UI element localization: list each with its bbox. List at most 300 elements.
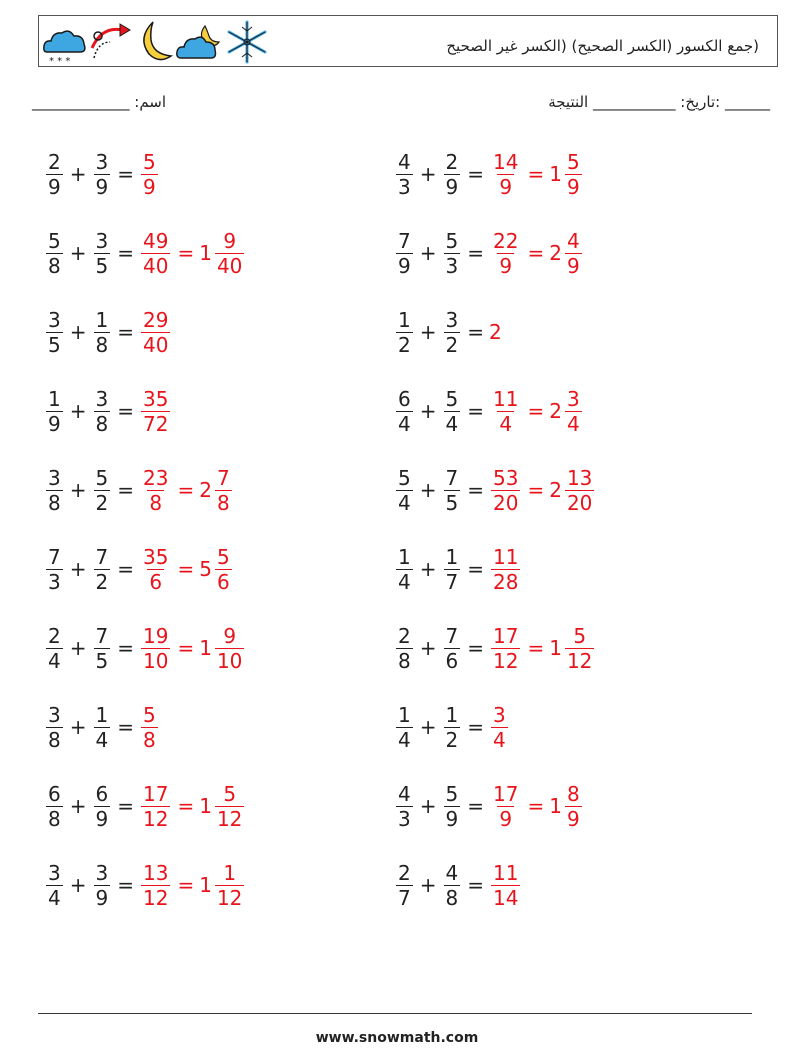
equals-sign: = xyxy=(467,873,484,897)
numerator: 5 xyxy=(573,623,587,648)
denominator: 4 xyxy=(493,727,506,752)
answer-fraction xyxy=(141,229,170,278)
numerator: 2 xyxy=(398,623,411,648)
equals-sign: = xyxy=(527,478,545,502)
mixed-fraction xyxy=(215,782,244,831)
answer-fraction xyxy=(141,782,170,831)
addend-fraction xyxy=(444,782,461,831)
addend-fraction xyxy=(444,387,461,436)
denominator: 8 xyxy=(48,490,61,515)
plus-sign: + xyxy=(69,241,87,265)
plus-sign: + xyxy=(419,636,437,660)
addend-fraction xyxy=(396,861,413,910)
denominator: 12 xyxy=(566,648,593,673)
answer xyxy=(139,782,246,831)
numerator: 19 xyxy=(143,623,169,648)
denominator: 5 xyxy=(445,490,459,515)
denominator: 6 xyxy=(216,569,230,594)
mixed-whole: 1 xyxy=(549,794,562,818)
addend-fraction xyxy=(444,150,461,199)
problem-row xyxy=(44,220,246,286)
addend-fraction xyxy=(396,387,413,436)
numerator: 2 xyxy=(48,623,61,648)
numerator: 5 xyxy=(143,149,156,174)
mixed-fraction xyxy=(215,861,244,910)
numerator: 7 xyxy=(445,623,459,648)
denominator: 12 xyxy=(493,648,519,673)
numerator: 1 xyxy=(398,544,411,569)
plus-sign: + xyxy=(419,399,437,423)
worksheet-title: (جمع الكسور (الكسر الصحيح) (الكسر غير الصحيح xyxy=(446,37,759,55)
numerator: 6 xyxy=(95,781,109,806)
plus-sign: + xyxy=(69,873,87,897)
answer xyxy=(139,229,246,278)
answer xyxy=(489,466,596,515)
numerator: 8 xyxy=(566,781,580,806)
equals-sign: = xyxy=(527,636,545,660)
mixed-whole: 1 xyxy=(549,636,562,660)
equals-sign: = xyxy=(467,794,484,818)
denominator: 6 xyxy=(149,569,163,594)
problem-row xyxy=(44,457,234,523)
addend-fraction xyxy=(94,861,111,910)
numerator: 4 xyxy=(566,228,580,253)
header-box xyxy=(38,15,778,67)
addend-fraction xyxy=(46,387,63,436)
numerator: 2 xyxy=(398,860,411,885)
answer xyxy=(489,229,584,278)
answer xyxy=(139,150,160,199)
plus-sign: + xyxy=(69,478,87,502)
denominator: 10 xyxy=(143,648,169,673)
numerator: 7 xyxy=(95,544,109,569)
denominator: 8 xyxy=(48,727,61,752)
numerator: 6 xyxy=(398,386,411,411)
numerator: 7 xyxy=(445,465,459,490)
numerator: 5 xyxy=(445,228,459,253)
numerator: 22 xyxy=(493,228,519,253)
equals-sign: = xyxy=(117,320,134,344)
numerator: 1 xyxy=(445,702,459,727)
addend-fraction xyxy=(94,545,111,594)
denominator: 8 xyxy=(48,806,61,831)
snowflake-icon xyxy=(223,18,271,66)
numerator: 2 xyxy=(445,149,459,174)
equals-sign: = xyxy=(177,794,195,818)
addend-fraction xyxy=(94,624,111,673)
denominator: 40 xyxy=(143,332,169,357)
denominator: 8 xyxy=(48,253,61,278)
equals-sign: = xyxy=(467,636,484,660)
problem-row xyxy=(44,378,172,444)
equals-sign: = xyxy=(527,399,545,423)
denominator: 9 xyxy=(48,411,61,436)
denominator: 9 xyxy=(398,253,411,278)
answer-fraction xyxy=(141,624,170,673)
equals-sign: = xyxy=(177,636,195,660)
problem-row xyxy=(394,773,584,839)
addend-fraction xyxy=(396,624,413,673)
answer xyxy=(489,150,584,199)
numerator: 14 xyxy=(493,149,519,174)
denominator: 8 xyxy=(143,727,156,752)
numerator: 5 xyxy=(445,781,459,806)
plus-sign: + xyxy=(419,794,437,818)
addend-fraction xyxy=(396,782,413,831)
answer xyxy=(489,387,584,436)
denominator: 3 xyxy=(398,806,411,831)
denominator: 12 xyxy=(143,806,169,831)
mixed-fraction xyxy=(215,545,232,594)
numerator: 17 xyxy=(143,781,169,806)
equals-sign: = xyxy=(117,241,134,265)
numerator: 5 xyxy=(48,228,61,253)
problem-row xyxy=(394,694,510,760)
numerator: 53 xyxy=(493,465,519,490)
numerator: 7 xyxy=(216,465,230,490)
plus-sign: + xyxy=(69,162,87,186)
denominator: 20 xyxy=(566,490,593,515)
answer-fraction xyxy=(141,545,170,594)
addend-fraction xyxy=(396,703,413,752)
equals-sign: = xyxy=(117,162,134,186)
problem-row xyxy=(394,852,522,918)
numerator: 23 xyxy=(143,465,169,490)
equals-sign: = xyxy=(177,873,195,897)
addend-fraction xyxy=(444,308,461,357)
problem-row xyxy=(394,457,596,523)
addend-fraction xyxy=(94,308,111,357)
equals-sign: = xyxy=(467,478,484,502)
answer xyxy=(139,466,234,515)
footer-url: www.snowmath.com xyxy=(315,1030,479,1046)
numerator: 1 xyxy=(48,386,61,411)
numerator: 3 xyxy=(48,702,61,727)
denominator: 4 xyxy=(398,411,411,436)
equals-sign: = xyxy=(117,715,134,739)
numerator: 1 xyxy=(223,860,237,885)
plus-sign: + xyxy=(419,162,437,186)
mixed-whole: 1 xyxy=(199,873,212,897)
numerator: 3 xyxy=(48,860,61,885)
answer xyxy=(489,545,522,594)
numerator: 35 xyxy=(143,386,169,411)
equals-sign: = xyxy=(177,241,195,265)
mixed-fraction xyxy=(215,229,244,278)
denominator: 9 xyxy=(143,174,156,199)
numerator: 3 xyxy=(48,307,61,332)
addend-fraction xyxy=(444,229,461,278)
equals-sign: = xyxy=(117,873,134,897)
numerator: 4 xyxy=(398,149,411,174)
numerator: 3 xyxy=(493,702,506,727)
denominator: 9 xyxy=(95,174,109,199)
numerator: 1 xyxy=(95,702,109,727)
equals-sign: = xyxy=(117,399,134,423)
denominator: 9 xyxy=(48,174,61,199)
answer xyxy=(139,861,246,910)
answer-fraction xyxy=(141,466,170,515)
addend-fraction xyxy=(444,861,461,910)
mixed-whole: 2 xyxy=(199,478,212,502)
plus-sign: + xyxy=(419,873,437,897)
mixed-fraction xyxy=(565,150,582,199)
answer-fraction xyxy=(491,387,520,436)
numerator: 3 xyxy=(566,386,580,411)
equals-sign: = xyxy=(467,715,484,739)
answer xyxy=(139,308,172,357)
denominator: 9 xyxy=(499,253,513,278)
denominator: 4 xyxy=(48,885,61,910)
addend-fraction xyxy=(396,308,413,357)
denominator: 9 xyxy=(566,806,580,831)
problem-row xyxy=(394,299,503,365)
addend-fraction xyxy=(46,861,63,910)
numerator: 3 xyxy=(95,386,109,411)
answer xyxy=(489,624,596,673)
denominator: 4 xyxy=(398,569,411,594)
denominator: 9 xyxy=(95,885,109,910)
denominator: 2 xyxy=(95,490,109,515)
equals-sign: = xyxy=(527,794,545,818)
numerator: 11 xyxy=(493,860,519,885)
problem-row xyxy=(44,773,246,839)
numerator: 13 xyxy=(566,465,593,490)
denominator: 40 xyxy=(143,253,169,278)
numerator: 49 xyxy=(143,228,169,253)
denominator: 5 xyxy=(48,332,61,357)
answer-fraction xyxy=(491,861,520,910)
denominator: 4 xyxy=(566,411,580,436)
denominator: 4 xyxy=(398,727,411,752)
mixed-whole: 1 xyxy=(199,636,212,660)
denominator: 9 xyxy=(95,806,109,831)
denominator: 3 xyxy=(398,174,411,199)
denominator: 14 xyxy=(493,885,519,910)
denominator: 9 xyxy=(566,174,580,199)
answer-fraction xyxy=(491,624,520,673)
mixed-fraction xyxy=(215,466,232,515)
problem-row xyxy=(44,299,172,365)
answer xyxy=(139,545,234,594)
mixed-fraction xyxy=(565,466,594,515)
answer-fraction xyxy=(491,782,520,831)
denominator: 12 xyxy=(143,885,169,910)
plus-sign: + xyxy=(69,557,87,581)
problem-row xyxy=(44,615,246,681)
addend-fraction xyxy=(444,466,461,515)
mixed-whole: 5 xyxy=(199,557,212,581)
numerator: 7 xyxy=(95,623,109,648)
answer-fraction xyxy=(491,229,520,278)
denominator: 8 xyxy=(398,648,411,673)
answer-fraction xyxy=(141,150,158,199)
numerator: 13 xyxy=(143,860,169,885)
addend-fraction xyxy=(94,782,111,831)
equals-sign: = xyxy=(467,241,484,265)
footer-divider xyxy=(38,1013,752,1014)
addend-fraction xyxy=(46,466,63,515)
denominator: 20 xyxy=(493,490,519,515)
addend-fraction xyxy=(396,150,413,199)
denominator: 2 xyxy=(95,569,109,594)
equals-sign: = xyxy=(117,478,134,502)
problem-row xyxy=(44,694,160,760)
numerator: 11 xyxy=(493,544,519,569)
answer-fraction xyxy=(141,703,158,752)
equals-sign: = xyxy=(467,557,484,581)
problem-row xyxy=(394,220,584,286)
plus-sign: + xyxy=(419,241,437,265)
crescent-moon-icon xyxy=(135,18,175,66)
denominator: 7 xyxy=(398,885,411,910)
answer-fraction xyxy=(491,545,520,594)
cloud-moon-icon xyxy=(175,18,223,66)
mixed-whole: 1 xyxy=(199,241,212,265)
numerator: 1 xyxy=(398,702,411,727)
mixed-fraction xyxy=(565,624,594,673)
denominator: 5 xyxy=(95,648,109,673)
numerator: 5 xyxy=(223,781,237,806)
mixed-whole: 2 xyxy=(549,478,562,502)
numerator: 5 xyxy=(398,465,411,490)
mixed-fraction xyxy=(215,624,244,673)
numerator: 2 xyxy=(48,149,61,174)
addend-fraction xyxy=(94,466,111,515)
denominator: 8 xyxy=(149,490,163,515)
equals-sign: = xyxy=(527,162,545,186)
denominator: 8 xyxy=(216,490,230,515)
whole-answer: 2 xyxy=(489,320,502,344)
plus-sign: + xyxy=(419,320,437,344)
numerator: 3 xyxy=(48,465,61,490)
numerator: 29 xyxy=(143,307,169,332)
denominator: 9 xyxy=(566,253,580,278)
problem-row xyxy=(44,852,246,918)
answer xyxy=(139,624,246,673)
numerator: 35 xyxy=(143,544,169,569)
answer xyxy=(489,861,522,910)
denominator: 4 xyxy=(445,411,459,436)
denominator: 8 xyxy=(95,411,109,436)
plus-sign: + xyxy=(69,715,87,739)
equals-sign: = xyxy=(467,162,484,186)
addend-fraction xyxy=(396,229,413,278)
plus-sign: + xyxy=(69,320,87,344)
addend-fraction xyxy=(46,545,63,594)
answer-fraction xyxy=(141,308,170,357)
wind-icon xyxy=(88,18,134,66)
snow-cloud-icon xyxy=(41,18,89,66)
numerator: 3 xyxy=(95,228,109,253)
denominator: 2 xyxy=(398,332,411,357)
denominator: 9 xyxy=(445,806,459,831)
numerator: 17 xyxy=(493,623,519,648)
denominator: 6 xyxy=(445,648,459,673)
addend-fraction xyxy=(94,229,111,278)
equals-sign: = xyxy=(117,794,134,818)
addend-fraction xyxy=(94,703,111,752)
addend-fraction xyxy=(444,703,461,752)
denominator: 3 xyxy=(48,569,61,594)
denominator: 12 xyxy=(216,885,243,910)
mixed-whole: 2 xyxy=(549,241,562,265)
numerator: 5 xyxy=(216,544,230,569)
denominator: 7 xyxy=(445,569,459,594)
problem-row xyxy=(394,615,596,681)
denominator: 4 xyxy=(95,727,109,752)
denominator: 8 xyxy=(445,885,459,910)
answer xyxy=(139,703,160,752)
answer xyxy=(489,703,510,752)
addend-fraction xyxy=(444,545,461,594)
addend-fraction xyxy=(396,545,413,594)
denominator: 5 xyxy=(95,253,109,278)
addend-fraction xyxy=(46,308,63,357)
denominator: 4 xyxy=(499,411,513,436)
numerator: 4 xyxy=(445,860,459,885)
numerator: 3 xyxy=(445,307,459,332)
denominator: 72 xyxy=(143,411,169,436)
addend-fraction xyxy=(46,782,63,831)
plus-sign: + xyxy=(69,794,87,818)
equals-sign: = xyxy=(527,241,545,265)
numerator: 4 xyxy=(398,781,411,806)
numerator: 3 xyxy=(95,149,109,174)
denominator: 40 xyxy=(216,253,243,278)
addend-fraction xyxy=(396,466,413,515)
plus-sign: + xyxy=(419,478,437,502)
svg-text:* * *: * * * xyxy=(49,56,71,66)
denominator: 2 xyxy=(445,332,459,357)
numerator: 3 xyxy=(95,860,109,885)
mixed-whole: 2 xyxy=(549,399,562,423)
answer-fraction xyxy=(491,703,508,752)
denominator: 9 xyxy=(445,174,459,199)
denominator: 8 xyxy=(95,332,109,357)
equals-sign: = xyxy=(117,557,134,581)
denominator: 4 xyxy=(398,490,411,515)
problem-row xyxy=(44,141,160,207)
denominator: 10 xyxy=(216,648,243,673)
addend-fraction xyxy=(46,229,63,278)
numerator: 1 xyxy=(398,307,411,332)
addend-fraction xyxy=(94,150,111,199)
plus-sign: + xyxy=(419,715,437,739)
equals-sign: = xyxy=(467,399,484,423)
numerator: 11 xyxy=(493,386,519,411)
numerator: 5 xyxy=(566,149,580,174)
addend-fraction xyxy=(46,703,63,752)
answer xyxy=(489,782,584,831)
answer-fraction xyxy=(491,150,520,199)
answer-fraction xyxy=(141,387,170,436)
mixed-fraction xyxy=(565,229,582,278)
numerator: 5 xyxy=(143,702,156,727)
problem-row xyxy=(394,141,584,207)
equals-sign: = xyxy=(467,320,484,344)
addend-fraction xyxy=(444,624,461,673)
denominator: 28 xyxy=(493,569,519,594)
denominator: 9 xyxy=(499,174,513,199)
plus-sign: + xyxy=(69,636,87,660)
numerator: 7 xyxy=(48,544,61,569)
mixed-whole: 1 xyxy=(199,794,212,818)
denominator: 4 xyxy=(48,648,61,673)
date-score-field: ______ :تاريخ: ___________ النتيجة xyxy=(548,93,770,111)
answer-fraction xyxy=(141,861,170,910)
denominator: 9 xyxy=(499,806,513,831)
